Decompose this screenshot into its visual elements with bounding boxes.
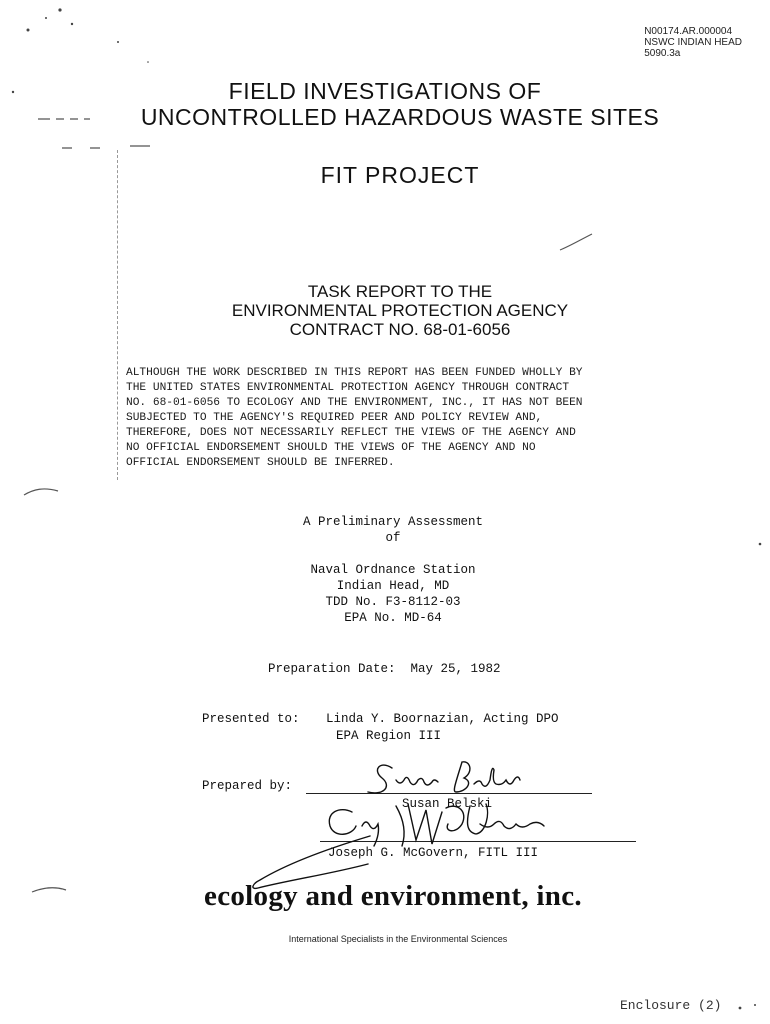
presented-to-region: EPA Region III bbox=[336, 729, 442, 743]
preparation-date: Preparation Date: May 25, 1982 bbox=[268, 662, 501, 676]
scan-dashes bbox=[24, 119, 592, 892]
signer-2-name: Joseph G. McGovern, FITL III bbox=[328, 846, 539, 860]
document-id-line: N00174.AR.000004 bbox=[644, 26, 733, 37]
task-report-line-2: ENVIRONMENTAL PROTECTION AGENCY bbox=[231, 301, 569, 320]
scan-specks bbox=[12, 8, 762, 1009]
prepared-by-label: Prepared by: bbox=[202, 779, 293, 793]
company-name: ecology and environment, inc. bbox=[204, 880, 582, 912]
document-id-line: NSWC INDIAN HEAD bbox=[644, 37, 742, 48]
title-line-1: FIELD INVESTIGATIONS OF bbox=[228, 78, 542, 104]
company-tagline: International Specialists in the Environmental Sciences bbox=[288, 934, 508, 944]
project-title: FIT PROJECT bbox=[320, 162, 480, 188]
title-line-2: UNCONTROLLED HAZARDOUS WASTE SITES bbox=[140, 104, 660, 130]
task-report-line-1: TASK REPORT TO THE bbox=[307, 282, 493, 301]
document-id-line: 5090.3a bbox=[644, 48, 681, 59]
epa-number: EPA No. MD-64 bbox=[344, 611, 442, 625]
task-report-line-3: CONTRACT NO. 68-01-6056 bbox=[289, 320, 511, 339]
assessment-title: A Preliminary Assessment bbox=[302, 515, 484, 529]
presented-to-label: Presented to: bbox=[202, 712, 300, 726]
station-name: Naval Ordnance Station bbox=[310, 563, 476, 577]
signer-1-name: Susan Belski bbox=[402, 797, 493, 811]
enclosure-label: Enclosure (2) bbox=[620, 998, 722, 1013]
station-location: Indian Head, MD bbox=[336, 579, 450, 593]
tdd-number: TDD No. F3-8112-03 bbox=[325, 595, 461, 609]
assessment-of: of bbox=[385, 531, 401, 545]
signature-joseph-mcgovern bbox=[253, 804, 544, 888]
signature-susan-belski bbox=[368, 762, 520, 793]
presented-to-name: Linda Y. Boornazian, Acting DPO bbox=[326, 712, 559, 726]
disclaimer-paragraph: ALTHOUGH THE WORK DESCRIBED IN THIS REPORT HAS BEEN FUNDED WHOLLY BY THE UNITED STATES ENVIRONMENTAL PROTECTION AGENCY THROUGH CONTRACT NO. 68-01-6056 TO ECOLOGY AND THE ENVIRONMENT, INC., IT HAS NOT BEEN SUBJECTED TO THE AGENCY'S REQUIRED PEER AND POLICY REVIEW AND, THEREFORE, DOES NOT NECESSARILY REFLECT THE VIEWS OF THE AGENCY AND NO OFFICIAL ENDORSEMENT SHOULD THE VIEWS OF THE AGENCY AND NO OFFICIAL ENDORSEMENT SHOULD BE INFERRED. bbox=[126, 367, 583, 469]
